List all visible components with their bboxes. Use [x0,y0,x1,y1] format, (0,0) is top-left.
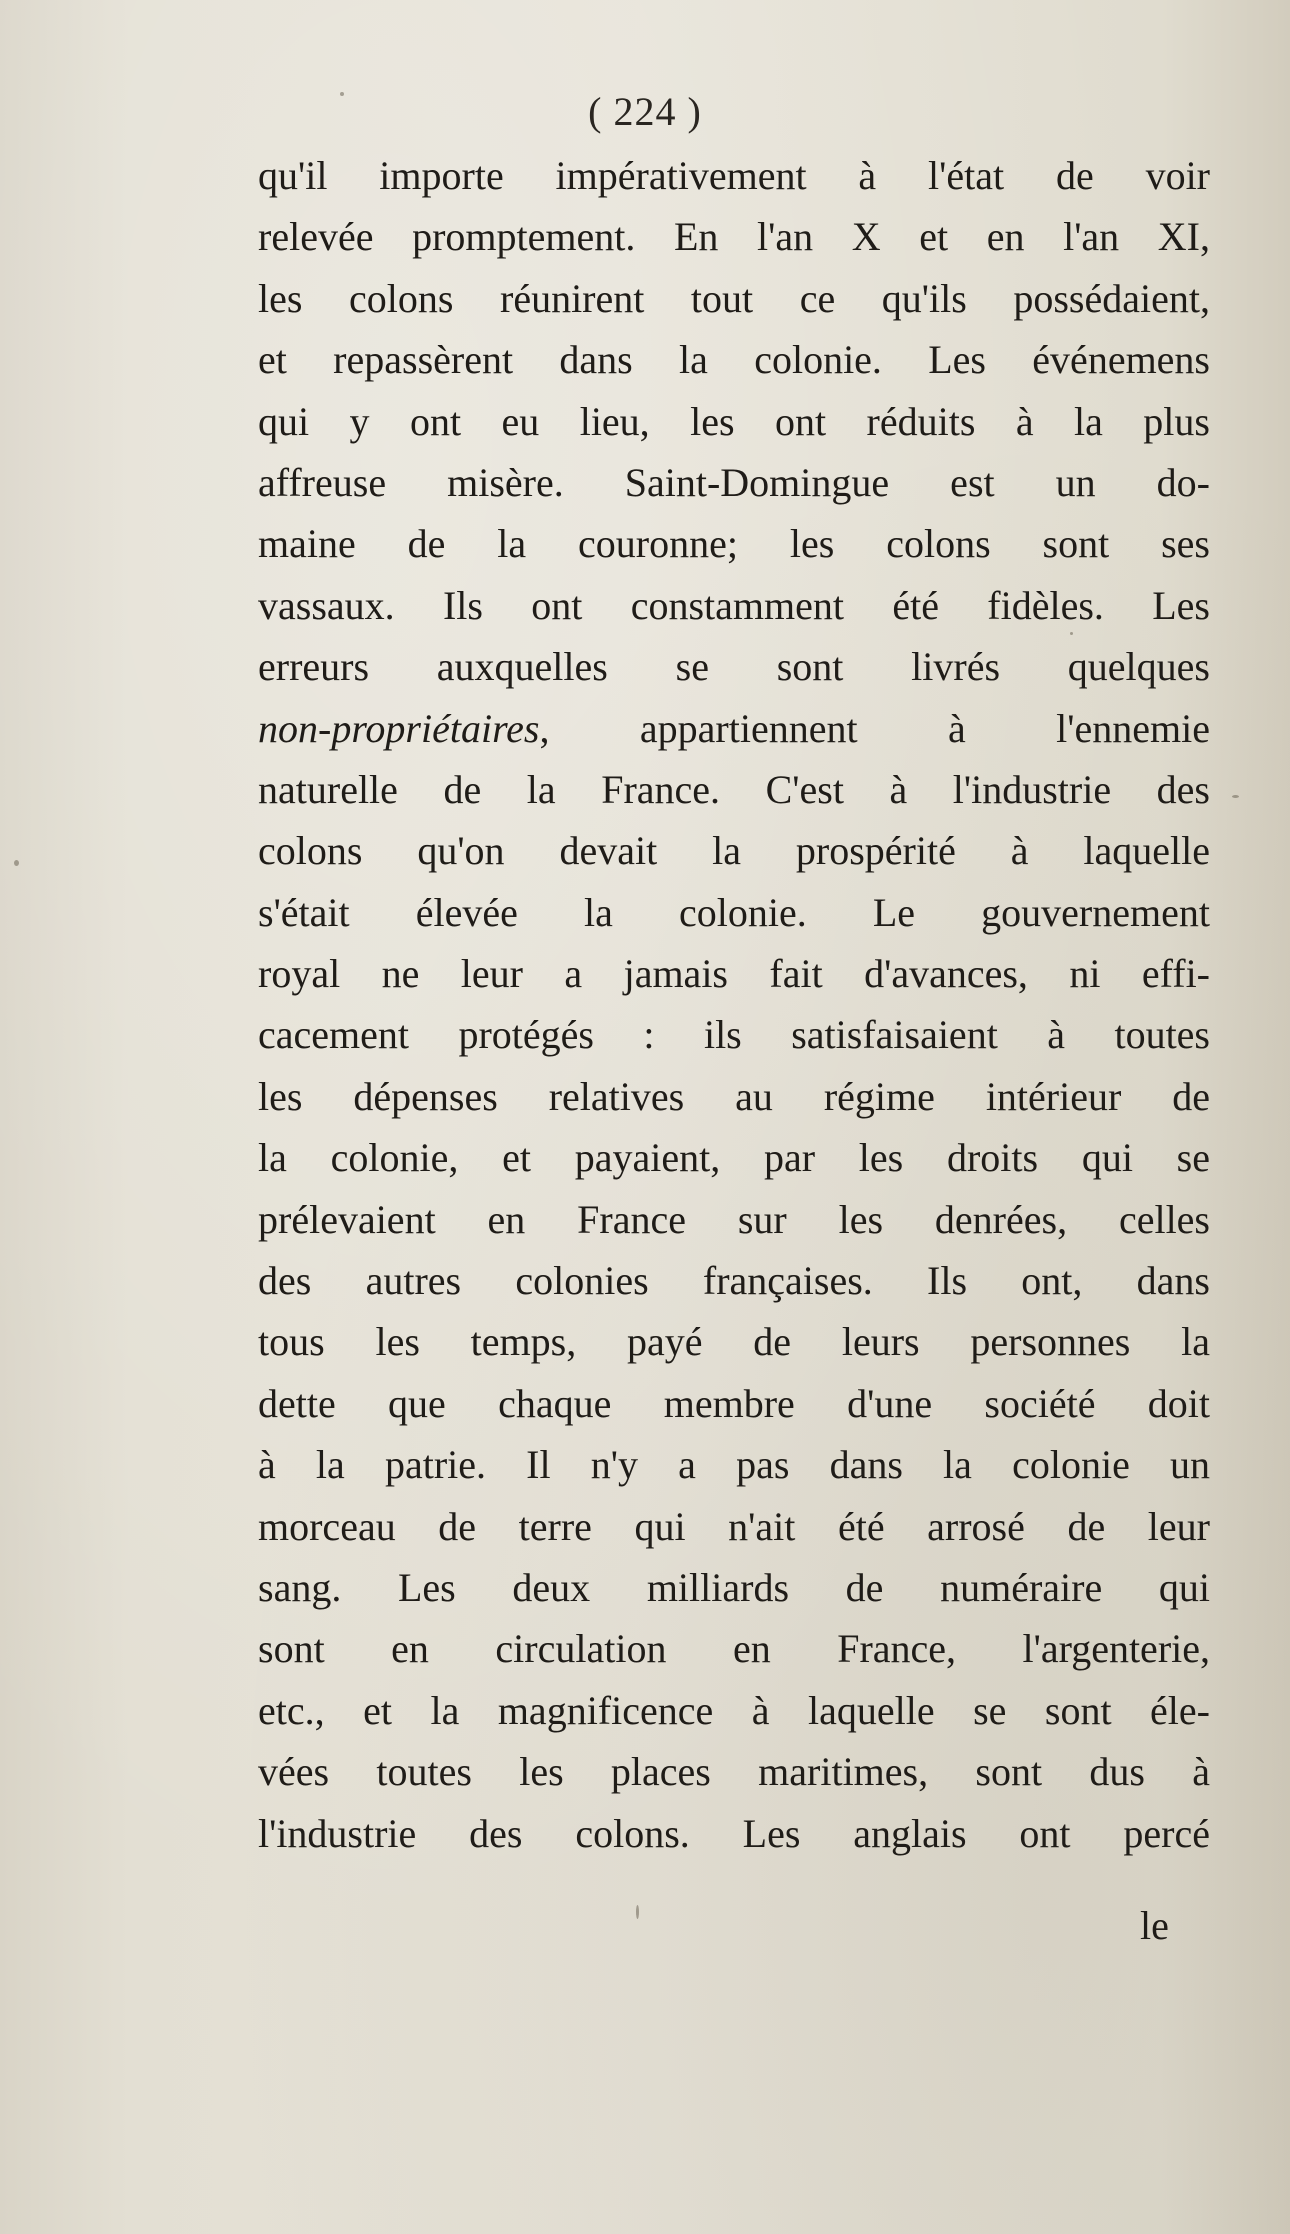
text-line: cacement protégés : ils satisfaisaient à toutes [258,1012,1210,1058]
text-line: qui y ont eu lieu, les ont réduits à la plus [258,398,1210,444]
italic-line-rest: , appartiennent à l'ennemie [539,705,1210,751]
paper-speck [1232,795,1239,798]
text-line: l'industrie des colons. Les anglais ont percé [258,1810,1210,1856]
text-line: sang. Les deux milliards de numéraire qui [258,1564,1210,1610]
page-number: ( 224 ) [588,89,702,134]
text-line: tous les temps, payé de leurs personnes la [258,1319,1210,1365]
paper-speck [14,860,19,866]
text-line: prélevaient en France sur les denrées, celles [258,1196,1210,1242]
text-line: relevée promptement. En l'an X et en l'an XI, [258,214,1210,260]
text-line: à la patrie. Il n'y a pas dans la colonie un [258,1442,1210,1488]
catchword: le [1140,1903,1169,1948]
text-line: qu'il importe impérativement à l'état de voir [258,153,1210,198]
text-line: etc., et la magnificence à laquelle se sont éle- [258,1687,1210,1733]
italic-phrase: non-propriétaires [258,705,540,751]
text-line: sont en circulation en France, l'argenterie, [258,1626,1210,1672]
text-line-italic [258,698,1210,759]
text-line: les dépenses relatives au régime intérieur de [258,1073,1210,1119]
text-line: naturelle de la France. C'est à l'industrie des [258,766,1210,812]
body-text [258,145,1210,1864]
text-line: les colons réunirent tout ce qu'ils possédaient, [258,275,1210,321]
text-line: morceau de terre qui n'ait été arrosé de leur [258,1503,1210,1549]
text-line: erreurs auxquelles se sont livrés quelques [258,644,1210,690]
text-line: royal ne leur a jamais fait d'avances, ni effi- [258,951,1210,997]
paper-speck [636,1905,639,1919]
text-line: colons qu'on devait la prospérité à laquelle [258,828,1210,874]
text-line: s'était élevée la colonie. Le gouvernement [258,889,1210,935]
text-line: maine de la couronne; les colons sont ses [258,521,1210,567]
text-line: vées toutes les places maritimes, sont dus à [258,1749,1210,1795]
text-line: des autres colonies françaises. Ils ont, dans [258,1258,1210,1304]
text-line: la colonie, et payaient, par les droits qui se [258,1135,1210,1181]
text-line: et repassèrent dans la colonie. Les événemens [258,337,1210,383]
text-line: affreuse misère. Saint-Domingue est un do- [258,459,1210,505]
text-line: dette que chaque membre d'une société doit [258,1380,1210,1426]
text-line: vassaux. Ils ont constamment été fidèles. Les [258,582,1210,628]
